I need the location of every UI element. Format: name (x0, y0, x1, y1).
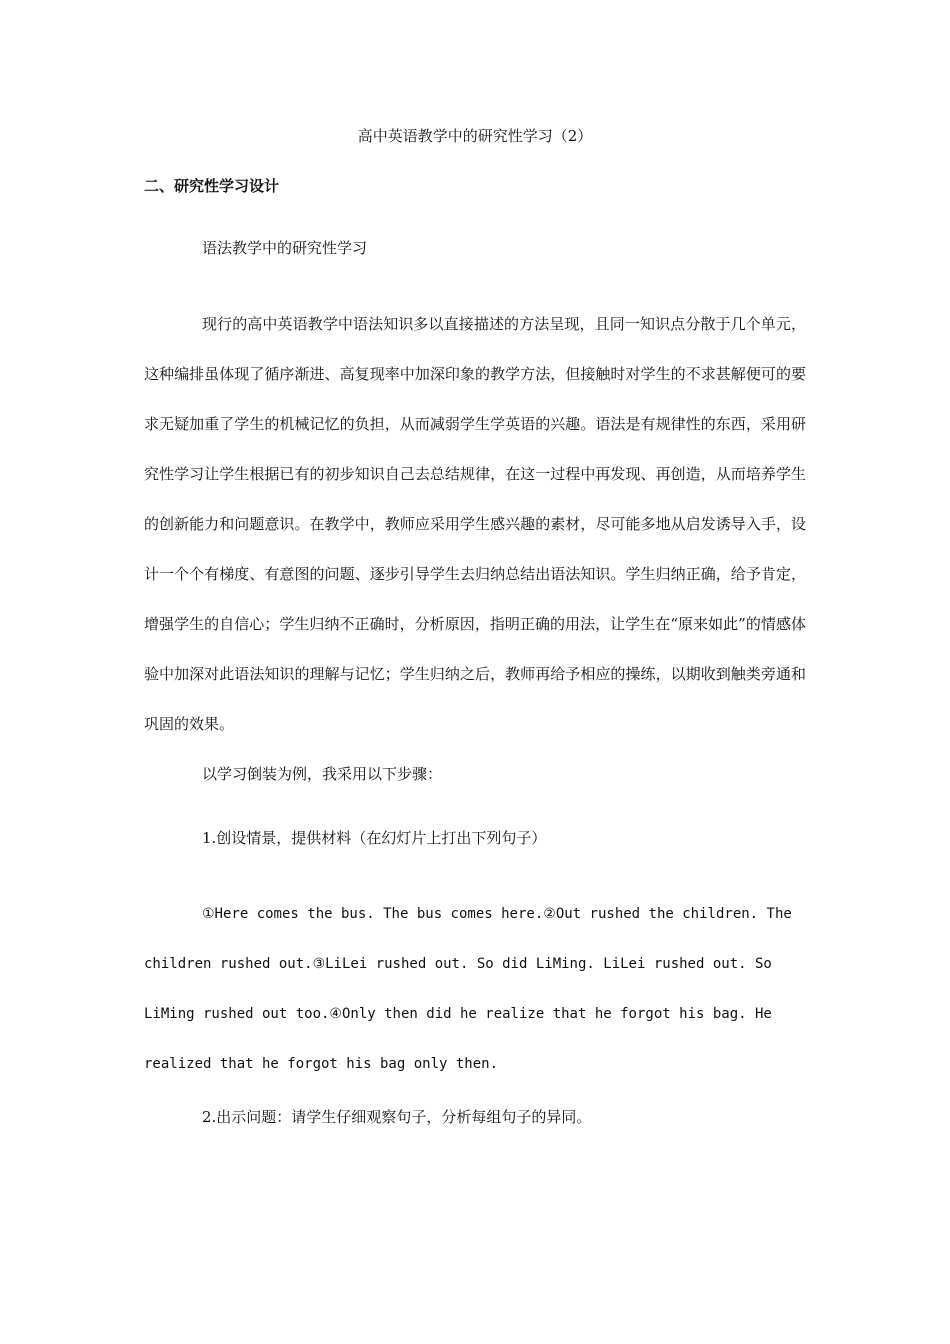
document-title: 高中英语教学中的研究性学习（2） (357, 127, 593, 145)
section-heading: 二、研究性学习设计 (144, 177, 280, 195)
paragraph-step-2: 2.出示问题：请学生仔细观察句子，分析每组句子的异同。 (202, 1108, 592, 1126)
paragraph-grammar-intro: 现行的高中英语教学中语法知识多以直接描述的方法呈现，且同一知识点分散于几个单元，这种编排虽体现了循序渐进、高复现率中加深印象的教学方法，但接触时对学生的不求甚解便可的要求无疑加重了学生的机械记忆的负担，从而减弱学生学英语的兴趣。语法是有规律性的东西，采用研究性学习让学生根据已有的初步知识自己去总结规律，在这一过程中再发现、再创造，从而培养学生的创新能力和问题意识。在教学中，教师应采用学生感兴趣的素材，尽可能多地从启发诱导入手，设计一个个有梯度、有意图的问题、逐步引导学生去归纳总结出语法知识。学生归纳正确，给予肯定，增强学生的自信心；学生归纳不正确时，分析原因，指明正确的用法，让学生在“原来如此”的情感体验中加深对此语法知识的理解与记忆；学生归纳之后，教师再给予相应的操练，以期收到触类旁通和巩固的效果。 (144, 315, 806, 733)
paragraph-example-sentences: ①Here comes the bus. The bus comes here.②Out rushed the children. The children rushed out.③LiLei rushed out. So did LiMing. LiLei rushed out. So LiMing rushed out too.④Only then did he realize that he forgot his bag. He realized that he forgot his bag only then. (144, 906, 792, 1072)
paragraph-example-intro: 以学习倒装为例，我采用以下步骤： (202, 765, 443, 783)
sub-heading: 语法教学中的研究性学习 (202, 239, 368, 257)
paragraph-step-1: 1.创设情景，提供材料（在幻灯片上打出下列句子） (202, 829, 547, 847)
